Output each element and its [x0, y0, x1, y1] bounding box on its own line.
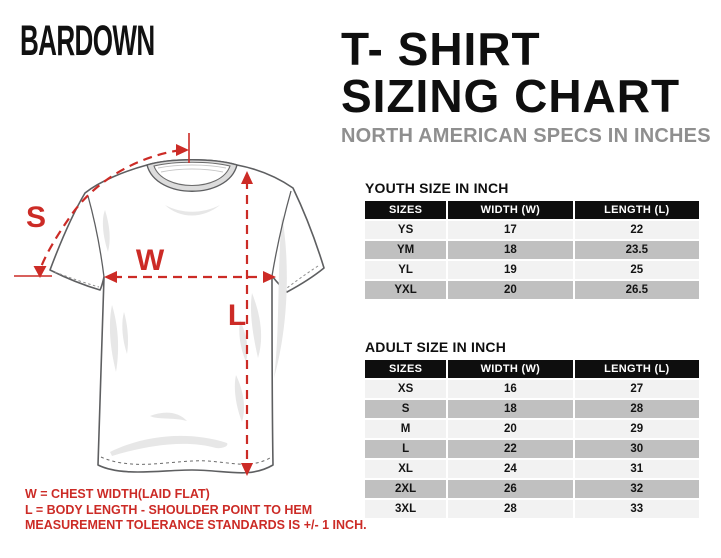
legend-width-definition: W = CHEST WIDTH(LAID FLAT) [25, 487, 210, 501]
legend-length-definition: L = BODY LENGTH - SHOULDER POINT TO HEM [25, 502, 313, 517]
measurement-legend [25, 487, 367, 534]
table-cell: 31 [575, 460, 699, 478]
table-cell: 28 [448, 500, 572, 518]
table-cell: 18 [448, 241, 572, 259]
table-row [365, 261, 699, 279]
table-cell: 3XL [365, 500, 446, 518]
page-title-line2: SIZING CHART [341, 70, 681, 122]
title-block [341, 23, 713, 148]
column-header: SIZES [365, 201, 446, 219]
table-cell: 20 [448, 420, 572, 438]
table-cell: YXL [365, 281, 446, 299]
table-cell: YM [365, 241, 446, 259]
column-header: WIDTH (W) [448, 201, 572, 219]
table-cell: 28 [575, 400, 699, 418]
table-cell: 32 [575, 480, 699, 498]
table-row [365, 480, 699, 498]
table-row [365, 400, 699, 418]
table-cell: 30 [575, 440, 699, 458]
column-header: SIZES [365, 360, 446, 378]
table-cell: M [365, 420, 446, 438]
table-row [365, 281, 699, 299]
youth-size-table [363, 199, 701, 301]
adult-table-title: ADULT SIZE IN INCH [365, 339, 507, 355]
table-cell: S [365, 400, 446, 418]
table-row [365, 500, 699, 518]
table-row [365, 241, 699, 259]
table-cell: 33 [575, 500, 699, 518]
l-measure-label: L [227, 299, 247, 332]
table-cell: 29 [575, 420, 699, 438]
adult-size-section [365, 339, 703, 520]
adult-size-table [363, 358, 701, 520]
table-row [365, 380, 699, 398]
legend-tolerance-note: MEASUREMENT TOLERANCE STANDARDS IS +/- 1 INCH. [25, 518, 367, 532]
table-cell: 26 [448, 480, 572, 498]
table-cell: 27 [575, 380, 699, 398]
table-cell: 26.5 [575, 281, 699, 299]
tshirt-measurement-diagram [0, 120, 360, 480]
table-cell: 22 [448, 440, 572, 458]
table-cell: L [365, 440, 446, 458]
table-cell: YS [365, 221, 446, 239]
table-cell: 23.5 [575, 241, 699, 259]
column-header: WIDTH (W) [448, 360, 572, 378]
table-row [365, 440, 699, 458]
w-measure-label: W [135, 244, 165, 277]
table-row [365, 460, 699, 478]
table-cell: 17 [448, 221, 572, 239]
table-cell: XS [365, 380, 446, 398]
table-cell: XL [365, 460, 446, 478]
table-row [365, 221, 699, 239]
table-header-row [365, 360, 699, 378]
youth-table-title: YOUTH SIZE IN INCH [365, 180, 509, 196]
s-measure-label: S [25, 201, 47, 234]
column-header: LENGTH (L) [575, 360, 699, 378]
brand-logo: BARDOWN [20, 16, 155, 64]
page-title-line1: T- SHIRT [341, 23, 541, 75]
table-cell: 22 [575, 221, 699, 239]
table-cell: 16 [448, 380, 572, 398]
table-header-row [365, 201, 699, 219]
table-row [365, 420, 699, 438]
youth-size-section [365, 180, 703, 301]
s-arrowhead-right [176, 144, 189, 156]
table-cell: YL [365, 261, 446, 279]
table-cell: 19 [448, 261, 572, 279]
table-cell: 24 [448, 460, 572, 478]
table-cell: 25 [575, 261, 699, 279]
table-cell: 18 [448, 400, 572, 418]
table-cell: 20 [448, 281, 572, 299]
column-header: LENGTH (L) [575, 201, 699, 219]
page-subtitle: NORTH AMERICAN SPECS IN INCHES [341, 125, 711, 147]
table-cell: 2XL [365, 480, 446, 498]
